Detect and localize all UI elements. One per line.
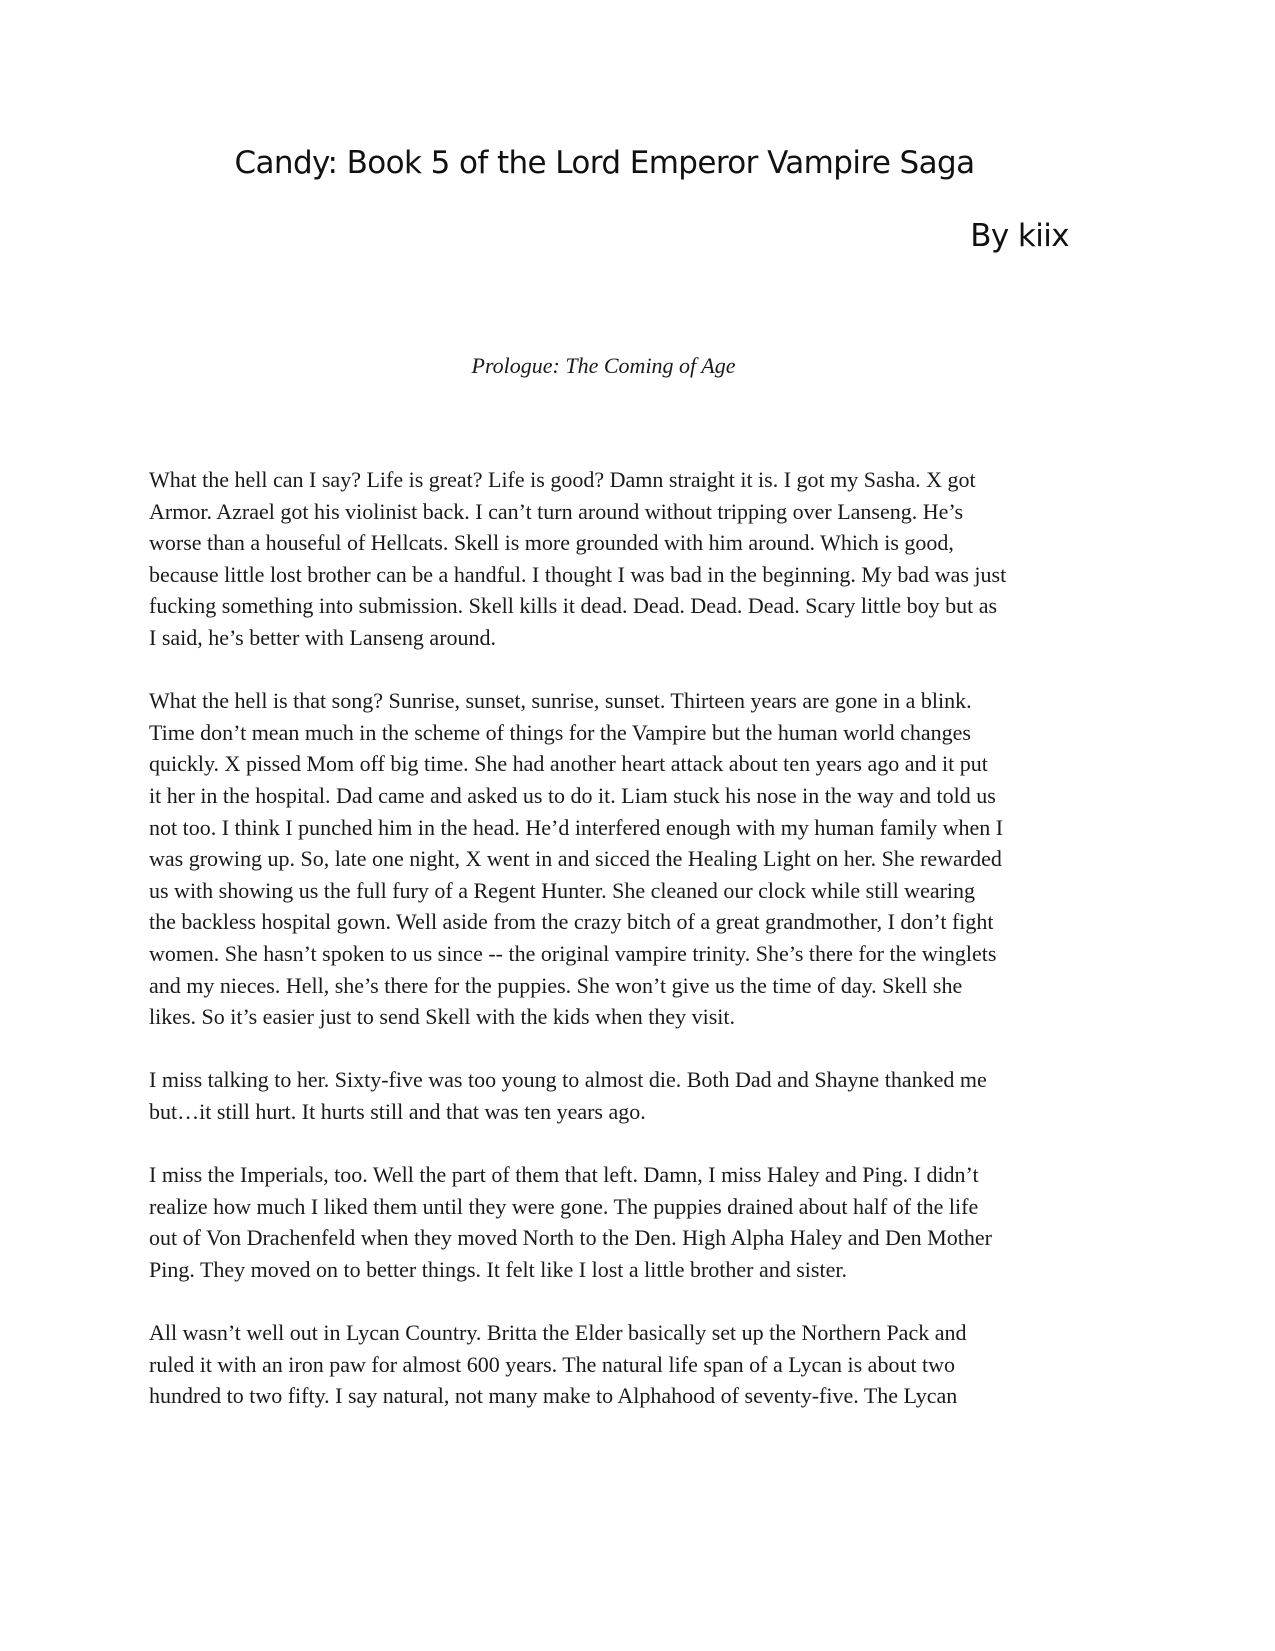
- text-line: Time don’t mean much in the scheme of things for the Vampire but the human world changes: [149, 719, 971, 745]
- text-line: not too. I think I punched him in the head. He’d interfered enough with my human family when I: [149, 814, 1004, 840]
- text-line: women. She hasn’t spoken to us since -- the original vampire trinity. She’s there for the winglets: [149, 940, 997, 966]
- text-line: quickly. X pissed Mom off big time. She had another heart attack about ten years ago and it put: [149, 751, 988, 777]
- paragraph-spacer: [149, 1033, 1129, 1065]
- text-line: but…it still hurt. It hurts still and that was ten years ago.: [149, 1098, 646, 1124]
- text-line: it her in the hospital. Dad came and asked us to do it. Liam stuck his nose in the way and told us: [149, 782, 996, 808]
- text-line: hundred to two fifty. I say natural, not many make to Alphahood of seventy-five. The Lycan: [149, 1383, 958, 1409]
- text-line: I said, he’s better with Lanseng around.: [149, 624, 497, 650]
- text-line: out of Von Drachenfeld when they moved North to the Den. High Alpha Haley and Den Mother: [149, 1225, 992, 1251]
- text-line: I miss talking to her. Sixty-five was too young to almost die. Both Dad and Shayne thanked me: [149, 1067, 987, 1093]
- text-line: Armor. Azrael got his violinist back. I can’t turn around without tripping over Lanseng. He’s: [149, 498, 964, 524]
- paragraph-spacer: [149, 654, 1129, 686]
- text-line: What the hell can I say? Life is great? Life is good? Damn straight it is. I got my Sasha. X got: [149, 467, 976, 492]
- text-line: All wasn’t well out in Lycan Country. Britta the Elder basically set up the Northern Pack and: [149, 1320, 967, 1346]
- paragraph-spacer: [149, 1285, 1129, 1317]
- chapter-heading-text: Prologue: The Coming of Age: [471, 353, 736, 378]
- text-line: realize how much I liked them until they were gone. The puppies drained about half of the life: [149, 1193, 979, 1219]
- text-line: ruled it with an iron paw for almost 600 years. The natural life span of a Lycan is about two: [149, 1351, 956, 1377]
- text-line: the backless hospital gown. Well aside from the crazy bitch of a great grandmother, I don’t fight: [149, 909, 994, 935]
- paragraph-5: [149, 1317, 1129, 1412]
- chapter-heading: [0, 351, 1275, 381]
- book-title-text: Candy: Book 5 of the Lord Emperor Vampire Saga: [234, 145, 975, 181]
- text-line: likes. So it’s easier just to send Skell with the kids when they visit.: [149, 1004, 736, 1030]
- text-line: because little lost brother can be a handful. I thought I was bad in the beginning. My bad was just: [149, 561, 1007, 587]
- text-line: What the hell is that song? Sunrise, sunset, sunrise, sunset. Thirteen years are gone in a blink.: [149, 688, 972, 714]
- book-title: [0, 143, 1275, 183]
- text-line: and my nieces. Hell, she’s there for the puppies. She won’t give us the time of day. Skell she: [149, 972, 963, 998]
- paragraph-spacer: [149, 1127, 1129, 1159]
- paragraph-1: [149, 464, 1129, 654]
- paragraph-2: [149, 685, 1129, 1033]
- body-text: [149, 464, 1129, 1412]
- text-line: fucking something into submission. Skell kills it dead. Dead. Dead. Dead. Scary little boy but as: [149, 593, 998, 619]
- text-line: I miss the Imperials, too. Well the part of them that left. Damn, I miss Haley and Ping. I didn’t: [149, 1162, 979, 1188]
- text-line: worse than a houseful of Hellcats. Skell is more grounded with him around. Which is good,: [149, 530, 954, 556]
- text-line: was growing up. So, late one night, X went in and sicced the Healing Light on her. She rewarded: [149, 846, 1002, 872]
- paragraph-4: [149, 1159, 1129, 1285]
- text-line: Ping. They moved on to better things. It felt like I lost a little brother and sister.: [149, 1256, 847, 1282]
- text-line: us with showing us the full fury of a Regent Hunter. She cleaned our clock while still wearing: [149, 877, 976, 903]
- paragraph-3: [149, 1064, 1129, 1127]
- author-byline: By kiix: [970, 218, 1069, 254]
